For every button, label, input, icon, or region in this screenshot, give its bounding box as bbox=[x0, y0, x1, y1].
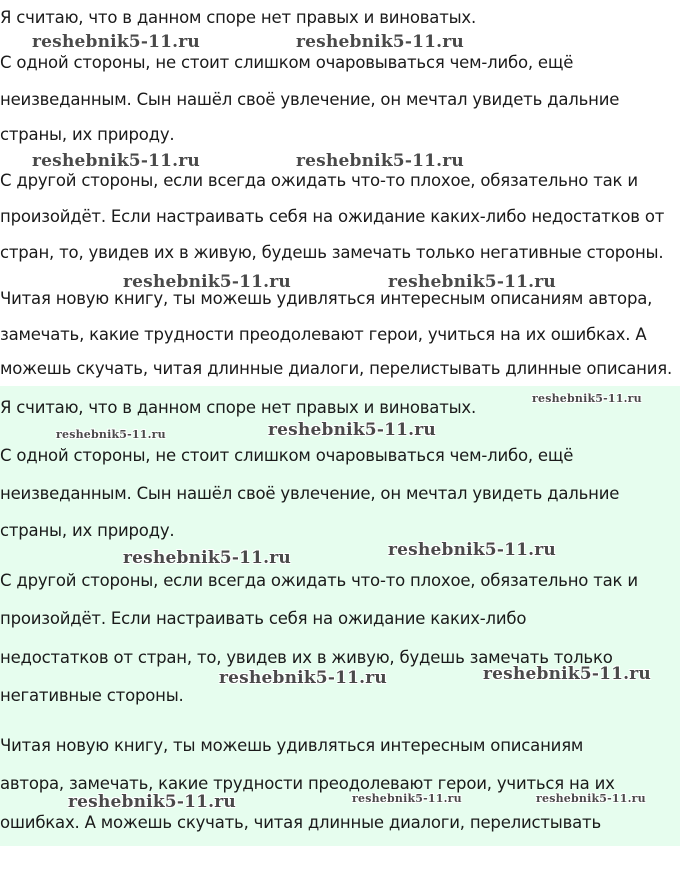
text-line: С другой стороны, если всегда ожидать что-то плохое, обязательно так и bbox=[0, 571, 638, 590]
text-line: С одной стороны, не стоит слишком очаровываться чем-либо, ещё bbox=[0, 446, 574, 465]
watermark: reshebnik5-11.ru bbox=[352, 792, 462, 805]
watermark: reshebnik5-11.ru bbox=[123, 548, 291, 568]
text-line: недостатков от стран, то, увидев их в живую, будешь замечать только bbox=[0, 648, 613, 667]
watermark: reshebnik5-11.ru bbox=[296, 151, 464, 171]
text-line: произойдёт. Если настраивать себя на ожидание каких-либо bbox=[0, 609, 527, 628]
watermark: reshebnik5-11.ru bbox=[219, 668, 387, 688]
text-line: автора, замечать, какие трудности преодолевают герои, учиться на их bbox=[0, 774, 615, 793]
watermark: reshebnik5-11.ru bbox=[32, 32, 200, 52]
watermark: reshebnik5-11.ru bbox=[296, 32, 464, 52]
text-line: С другой стороны, если всегда ожидать что-то плохое, обязательно так и bbox=[0, 171, 638, 190]
watermark: reshebnik5-11.ru bbox=[532, 392, 642, 405]
watermark: reshebnik5-11.ru bbox=[68, 792, 236, 812]
text-line: Я считаю, что в данном споре нет правых и виноватых. bbox=[0, 398, 477, 417]
text-line: замечать, какие трудности преодолевают герои, учиться на их ошибках. А bbox=[0, 325, 647, 344]
text-line: страны, их природу. bbox=[0, 125, 175, 144]
watermark: reshebnik5-11.ru bbox=[536, 792, 646, 805]
text-line: неизведанным. Сын нашёл своё увлечение, он мечтал увидеть дальние bbox=[0, 484, 620, 503]
text-line: неизведанным. Сын нашёл своё увлечение, он мечтал увидеть дальние bbox=[0, 90, 620, 109]
text-line: можешь скучать, читая длинные диалоги, перелистывать длинные описания. bbox=[0, 359, 673, 378]
watermark: reshebnik5-11.ru bbox=[123, 272, 291, 292]
watermark: reshebnik5-11.ru bbox=[388, 272, 556, 292]
watermark: reshebnik5-11.ru bbox=[483, 664, 651, 684]
watermark: reshebnik5-11.ru bbox=[268, 420, 436, 440]
text-line: стран, то, увидев их в живую, будешь замечать только негативные стороны. bbox=[0, 243, 664, 262]
watermark: reshebnik5-11.ru bbox=[388, 540, 556, 560]
text-line: ошибках. А можешь скучать, читая длинные диалоги, перелистывать bbox=[0, 813, 601, 832]
text-line: С одной стороны, не стоит слишком очаровываться чем-либо, ещё bbox=[0, 53, 574, 72]
watermark: reshebnik5-11.ru bbox=[56, 428, 166, 441]
text-line: страны, их природу. bbox=[0, 521, 175, 540]
text-line: произойдёт. Если настраивать себя на ожидание каких-либо недостатков от bbox=[0, 207, 665, 226]
text-line: Читая новую книгу, ты можешь удивляться интересным описаниям автора, bbox=[0, 289, 653, 308]
watermark: reshebnik5-11.ru bbox=[32, 151, 200, 171]
text-line: негативные стороны. bbox=[0, 686, 184, 705]
text-line: Я считаю, что в данном споре нет правых и виноватых. bbox=[0, 8, 477, 27]
text-line: Читая новую книгу, ты можешь удивляться интересным описаниям bbox=[0, 736, 584, 755]
